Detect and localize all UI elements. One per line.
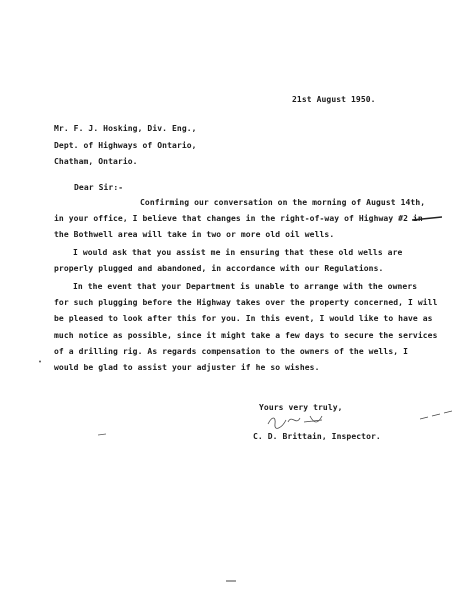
recipient-name: Mr. F. J. Hosking, Div. Eng., (54, 124, 197, 133)
recipient-city: Chatham, Ontario. (54, 157, 138, 166)
paragraph-3-line-6: would be glad to assist your adjuster if he so wishes. (54, 363, 320, 372)
recipient-department: Dept. of Highways of Ontario, (54, 141, 197, 150)
paragraph-3-line-4: much notice as possible, since it might take a few days to secure the services (54, 331, 438, 340)
paragraph-1-line-1: Confirming our conversation on the morning of August 14th, (140, 198, 426, 207)
paragraph-3-line-3: be pleased to look after this for you. In this event, I would like to have as (54, 314, 433, 323)
closing: Yours very truly, (259, 403, 343, 412)
scan-mark (420, 410, 452, 420)
scan-mark (226, 578, 236, 584)
paragraph-1-line-3: the Bothwell area will take in two or more old oil wells. (54, 230, 335, 239)
scan-mark (412, 216, 442, 222)
salutation: Dear Sir:- (74, 183, 124, 192)
paragraph-3-line-5: of a drilling rig. As regards compensation to the owners of the wells, I (54, 347, 408, 356)
scan-mark (98, 432, 106, 437)
signer-name: C. D. Brittain, Inspector. (253, 432, 381, 441)
paragraph-2-line-2: properly plugged and abandoned, in accordance with our Regulations. (54, 264, 384, 273)
handwritten-signature (262, 410, 342, 432)
paragraph-2-line-1: I would ask that you assist me in ensuring that these old wells are (73, 248, 403, 257)
paragraph-1-line-2: in your office, I believe that changes in the right-of-way of Highway #2 in (54, 214, 423, 223)
paragraph-3-line-1: In the event that your Department is unable to arrange with the owners (73, 282, 418, 291)
letter-date: 21st August 1950. (292, 95, 376, 104)
paragraph-3-line-2: for such plugging before the Highway takes over the property concerned, I will (54, 298, 438, 307)
scan-mark (38, 360, 42, 363)
